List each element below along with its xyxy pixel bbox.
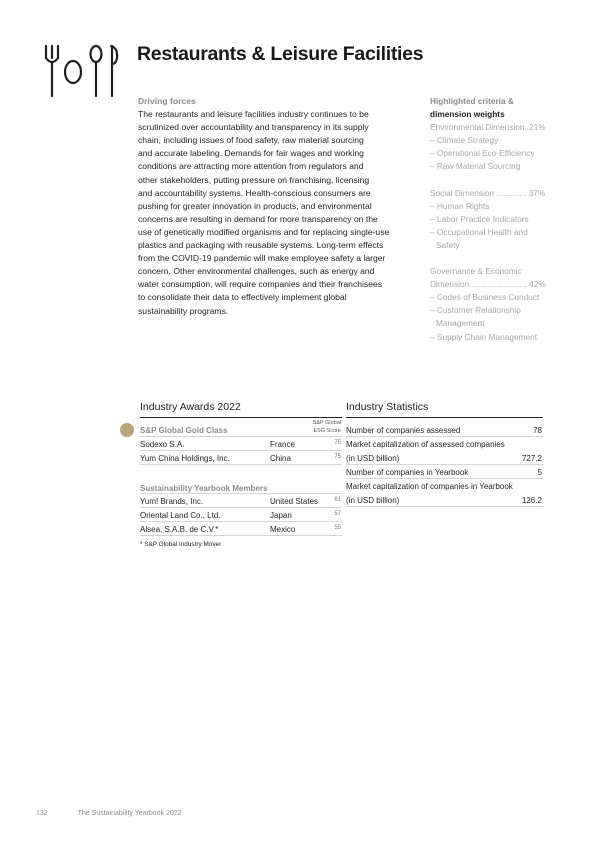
governance-item: – Customer Relationship [430, 305, 521, 316]
table-row [140, 508, 342, 522]
stats-rule [346, 417, 543, 418]
environmental-dimension: Environmental Dimension..21% [430, 122, 546, 133]
social-item: – Labor Practice Indicators [430, 213, 529, 224]
social-dimension: Social Dimension ............. 37% [430, 187, 546, 198]
stats-table [346, 419, 543, 507]
table-row [140, 522, 342, 536]
governance-dimension-line2: Dimension ........................ 42% [430, 279, 546, 290]
company-score: 75 [334, 440, 341, 446]
environmental-item: – Operational Eco-Efficiency [430, 148, 535, 159]
gold-class-label: S&P Global Gold Class [140, 426, 228, 435]
criteria-heading-line2: dimension weights [430, 109, 505, 120]
company-country: Japan [270, 511, 292, 520]
social-item: – Human Rights [430, 200, 490, 211]
company-country: Mexico [270, 525, 296, 534]
stat-label: Market capitalization of companies in Yearbook [346, 482, 513, 491]
company-name: Oriental Land Co., Ltd. [140, 511, 221, 520]
footnote: * S&P Global Industry Mover [140, 541, 222, 548]
company-score: 57 [334, 511, 341, 517]
page-footer [36, 810, 182, 817]
company-name: Sodexo S.A. [140, 440, 185, 449]
environmental-item: – Raw Material Sourcing [430, 161, 521, 172]
members-label: Sustainability Yearbook Members [140, 484, 268, 493]
table-row [346, 465, 543, 479]
stat-label: Market capitalization of assessed companies [346, 440, 505, 449]
company-country: France [270, 440, 295, 449]
table-row [346, 479, 543, 493]
environmental-item: – Climate Strategy [430, 135, 499, 146]
table-row [140, 451, 342, 465]
stats-title: Industry Statistics [346, 401, 429, 413]
table-row [346, 451, 543, 465]
awards-header-row [140, 419, 342, 437]
company-name: Alsea, S.A.B. de C.V.* [140, 525, 219, 534]
gold-class-dot [120, 423, 134, 437]
awards-rule [140, 417, 342, 418]
table-row [346, 493, 543, 507]
stat-value: 5 [537, 468, 542, 477]
governance-item: – Codes of Business Conduct [430, 292, 540, 303]
page-title: Restaurants & Leisure Facilities [137, 43, 424, 65]
awards-title: Industry Awards 2022 [140, 401, 241, 413]
governance-dimension-line1: Governance & Economic [430, 266, 522, 277]
company-score: 75 [334, 454, 341, 460]
driving-forces-text: The restaurants and leisure facilities industry continues to be scrutinized over accountability and transparency in its supply chain, including issues of food safety, raw material sourcing and accurate labeling. Demands for fair wages and working conditions are attracting more attention from regulators and other stakeholders, putting pressure on franchising, licensing and accountability systems. Health-conscious consumers are pushing for greater innovation in products, and environmental concerns are resulting in demand for more transparency on the use of genetically modified organisms and for replacing single-use plastics and packaging with reusable systems. Long-term effects from the COVID-19 pandemic will make employee safety a larger concern. Other environmental challenges, such as energy and water consumption, will require companies and their franchisees to consolidate their data to effectively implement global sustainability programs. [138, 109, 390, 316]
governance-item: – Supply Chain Management [430, 331, 538, 342]
social-item: Safety [436, 239, 460, 250]
company-country: China [270, 454, 291, 463]
table-row [346, 437, 543, 451]
criteria-section [430, 95, 548, 344]
company-country: United States [270, 497, 319, 506]
company-score: 61 [334, 497, 341, 503]
driving-forces-heading: Driving forces [138, 96, 196, 106]
stat-value: 78 [533, 426, 542, 435]
cutlery-icon [42, 42, 122, 98]
company-name: Yum! Brands, Inc. [140, 497, 204, 506]
members-header-row [140, 479, 342, 494]
company-score: 55 [334, 525, 341, 531]
stat-label: Number of companies in Yearbook [346, 468, 469, 477]
driving-forces-section [138, 95, 410, 318]
governance-item: Management [436, 318, 485, 329]
stat-label: (in USD billion) [346, 454, 400, 463]
stat-label: (in USD billion) [346, 496, 400, 505]
publication-name: The Sustainability Yearbook 2022 [77, 810, 182, 817]
score-header: S&P Global ESG Score [312, 420, 341, 434]
criteria-heading-line1: Highlighted criteria & [430, 96, 514, 106]
page-number: 132 [36, 810, 48, 817]
company-name: Yum China Holdings, Inc. [140, 454, 230, 463]
table-row [140, 494, 342, 508]
stat-value: 126.2 [521, 496, 542, 505]
awards-table [140, 419, 342, 536]
social-item: – Occupational Health and [430, 226, 528, 237]
stat-value: 727.2 [521, 454, 542, 463]
table-row [140, 437, 342, 451]
table-row [346, 419, 543, 437]
stat-label: Number of companies assessed [346, 426, 461, 435]
